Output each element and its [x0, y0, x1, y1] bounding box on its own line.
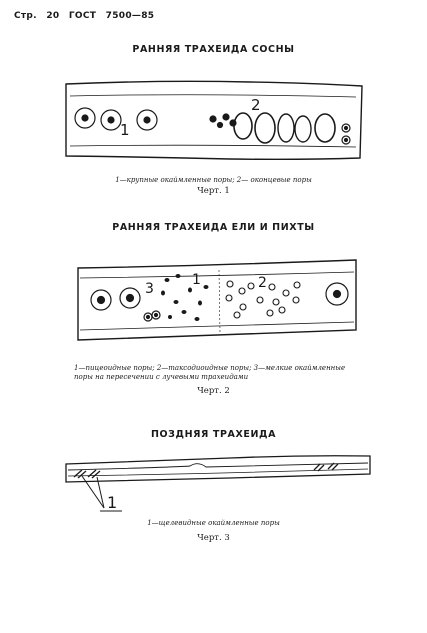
- figure-1-marker-2: 2: [251, 96, 261, 114]
- bordered-pore: [101, 110, 121, 130]
- bordered-pore: [326, 283, 348, 305]
- standard-name: ГОСТ: [68, 11, 97, 21]
- figure-2-caption-line-2: поры на пересечении с лучевыми трахеидами: [74, 373, 249, 381]
- figure-1-title: РАННЯЯ ТРАХЕИДА СОСНЫ: [132, 44, 295, 55]
- page-prefix: Стр.: [14, 11, 37, 21]
- figure-3-marker-1: 1: [107, 493, 118, 512]
- figure-3-label: Черт. 3: [197, 533, 230, 543]
- bordered-pore: [137, 110, 157, 130]
- figure-1-caption: 1—крупные окаймленные поры; 2— оконцевые поры: [115, 176, 312, 184]
- figure-2-label: Черт. 2: [197, 386, 230, 396]
- figure-1-label: Черт. 1: [197, 186, 230, 196]
- figure-2-title: РАННЯЯ ТРАХЕИДА ЕЛИ И ПИХТЫ: [112, 222, 315, 233]
- figure-2-marker-2: 2: [258, 275, 267, 291]
- standard-number: 7500—85: [105, 11, 155, 21]
- figure-1-illustration: [66, 81, 362, 159]
- figure-3-title: ПОЗДНЯЯ ТРАХЕИДА: [150, 429, 277, 440]
- figure-2-marker-3: 3: [145, 281, 154, 297]
- figure-2-illustration: [78, 260, 356, 340]
- figure-3-caption: 1—щелевидные окаймленные поры: [147, 519, 280, 527]
- bordered-pore: [120, 288, 140, 308]
- figure-2-caption-line-1: 1—пицеоидные поры; 2—таксодиоидные поры; 3—мелкие окаймленные: [74, 364, 346, 372]
- figure-1-marker-1: 1: [120, 121, 130, 139]
- bordered-pore: [91, 290, 111, 310]
- figure-2-marker-1: 1: [192, 272, 201, 288]
- page-number: 20: [46, 11, 60, 21]
- bordered-pore: [75, 108, 95, 128]
